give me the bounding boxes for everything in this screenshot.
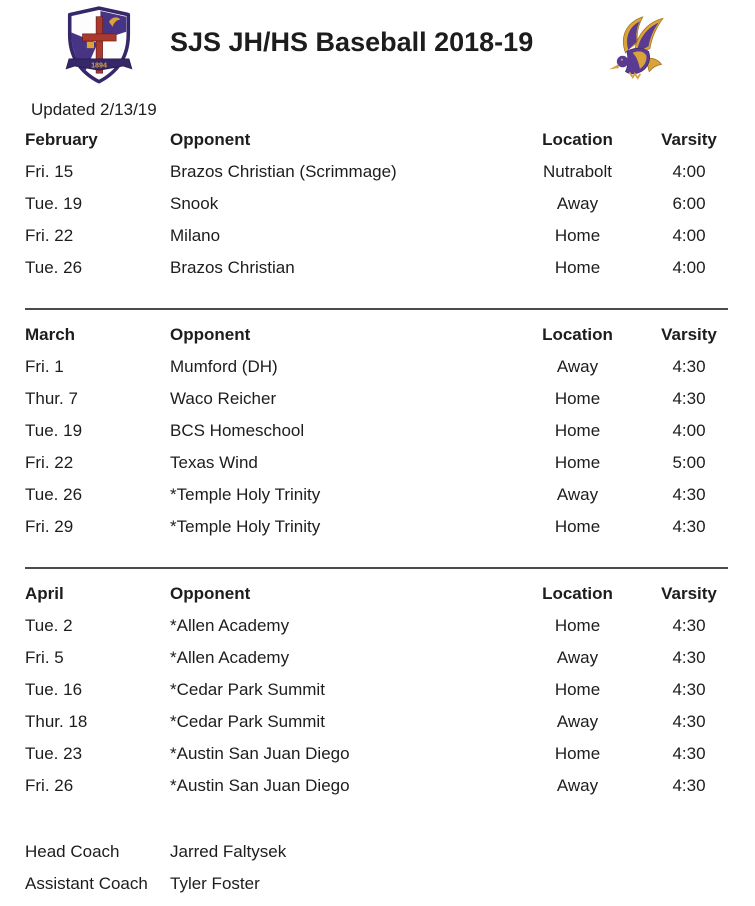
game-row (25, 383, 755, 415)
game-opponent: *Cedar Park Summit (170, 712, 325, 731)
game-location: Away (556, 776, 599, 795)
eagle-mascot-icon (600, 14, 674, 86)
location-header: Location (542, 130, 613, 149)
game-date: Tue. 26 (25, 485, 83, 504)
game-location: Away (556, 357, 599, 376)
varsity-header: Varsity (661, 130, 717, 149)
game-time: 4:00 (672, 421, 706, 440)
coach-row (25, 868, 755, 900)
game-location: Home (554, 453, 601, 472)
game-location: Home (554, 421, 601, 440)
game-row (25, 738, 755, 770)
school-crest-icon (62, 6, 136, 86)
coach-name: Tyler Foster (170, 874, 260, 893)
game-location: Home (554, 744, 601, 763)
game-time: 6:00 (672, 194, 706, 213)
coach-role: Head Coach (25, 842, 120, 861)
game-date: Fri. 22 (25, 226, 74, 245)
game-row (25, 674, 755, 706)
game-location: Home (554, 680, 601, 699)
game-location: Nutrabolt (543, 162, 612, 181)
game-location: Home (554, 226, 601, 245)
month-section (0, 124, 755, 284)
game-row (25, 252, 755, 284)
game-row (25, 415, 755, 447)
game-location: Home (554, 258, 601, 277)
game-opponent: Brazos Christian (Scrimmage) (170, 162, 397, 181)
game-date: Tue. 16 (25, 680, 83, 699)
game-row (25, 610, 755, 642)
opponent-header: Opponent (170, 584, 251, 603)
game-time: 4:00 (672, 226, 706, 245)
game-time: 5:00 (672, 453, 706, 472)
game-opponent: BCS Homeschool (170, 421, 305, 440)
game-opponent: *Temple Holy Trinity (170, 485, 321, 504)
game-location: Away (556, 194, 599, 213)
game-time: 4:30 (672, 389, 706, 408)
game-opponent: *Cedar Park Summit (170, 680, 325, 699)
game-location: Away (556, 648, 599, 667)
coach-row (25, 836, 755, 868)
column-header-row (25, 124, 755, 156)
game-row (25, 156, 755, 188)
game-date: Fri. 5 (25, 648, 64, 667)
game-time: 4:30 (672, 648, 706, 667)
month-header: March (25, 325, 76, 344)
game-time: 4:30 (672, 357, 706, 376)
game-opponent: Waco Reicher (170, 389, 277, 408)
month-section (0, 567, 755, 802)
game-date: Fri. 22 (25, 453, 74, 472)
updated-date: Updated 2/13/19 (31, 100, 157, 119)
game-opponent: *Temple Holy Trinity (170, 517, 321, 536)
column-header-row (25, 578, 755, 610)
coach-name: Jarred Faltysek (170, 842, 287, 861)
game-date: Tue. 26 (25, 258, 83, 277)
schedule-sections (0, 124, 755, 802)
month-header: February (25, 130, 98, 149)
varsity-header: Varsity (661, 325, 717, 344)
game-row (25, 479, 755, 511)
opponent-header: Opponent (170, 325, 251, 344)
header (0, 0, 755, 92)
crest-year-label: 1894 (91, 61, 107, 70)
game-row (25, 706, 755, 738)
location-header: Location (542, 325, 613, 344)
game-date: Tue. 19 (25, 194, 83, 213)
opponent-header: Opponent (170, 130, 251, 149)
section-divider (25, 567, 728, 569)
month-header: April (25, 584, 64, 603)
game-date: Tue. 19 (25, 421, 83, 440)
varsity-header: Varsity (661, 584, 717, 603)
game-opponent: Snook (170, 194, 219, 213)
section-rows (0, 610, 755, 802)
game-row (25, 447, 755, 479)
game-location: Away (556, 485, 599, 504)
coach-role: Assistant Coach (25, 874, 148, 893)
game-location: Home (554, 517, 601, 536)
game-time: 4:30 (672, 485, 706, 504)
page-title: SJS JH/HS Baseball 2018-19 (170, 27, 534, 57)
game-date: Thur. 7 (25, 389, 78, 408)
game-row (25, 220, 755, 252)
section-rows (0, 351, 755, 543)
game-date: Thur. 18 (25, 712, 88, 731)
game-location: Away (556, 712, 599, 731)
game-time: 4:30 (672, 744, 706, 763)
game-time: 4:00 (672, 258, 706, 277)
game-time: 4:30 (672, 680, 706, 699)
column-header-row (25, 319, 755, 351)
game-time: 4:30 (672, 776, 706, 795)
game-time: 4:30 (672, 712, 706, 731)
game-time: 4:30 (672, 517, 706, 536)
game-date: Fri. 15 (25, 162, 74, 181)
game-opponent: *Allen Academy (170, 616, 290, 635)
game-row (25, 770, 755, 802)
game-row (25, 188, 755, 220)
game-time: 4:00 (672, 162, 706, 181)
section-divider (25, 308, 728, 310)
game-date: Fri. 1 (25, 357, 64, 376)
game-date: Tue. 2 (25, 616, 73, 635)
game-opponent: Milano (170, 226, 221, 245)
game-row (25, 642, 755, 674)
location-header: Location (542, 584, 613, 603)
month-section (0, 308, 755, 543)
game-row (25, 511, 755, 543)
game-opponent: *Austin San Juan Diego (170, 744, 350, 763)
game-opponent: Brazos Christian (170, 258, 295, 277)
game-opponent: Texas Wind (170, 453, 258, 472)
game-location: Home (554, 616, 601, 635)
game-date: Fri. 26 (25, 776, 74, 795)
coaches-section (0, 836, 755, 900)
game-location: Home (554, 389, 601, 408)
game-row (25, 351, 755, 383)
game-time: 4:30 (672, 616, 706, 635)
section-rows (0, 156, 755, 284)
game-date: Fri. 29 (25, 517, 74, 536)
game-opponent: Mumford (DH) (170, 357, 278, 376)
game-date: Tue. 23 (25, 744, 83, 763)
game-opponent: *Allen Academy (170, 648, 290, 667)
game-opponent: *Austin San Juan Diego (170, 776, 350, 795)
